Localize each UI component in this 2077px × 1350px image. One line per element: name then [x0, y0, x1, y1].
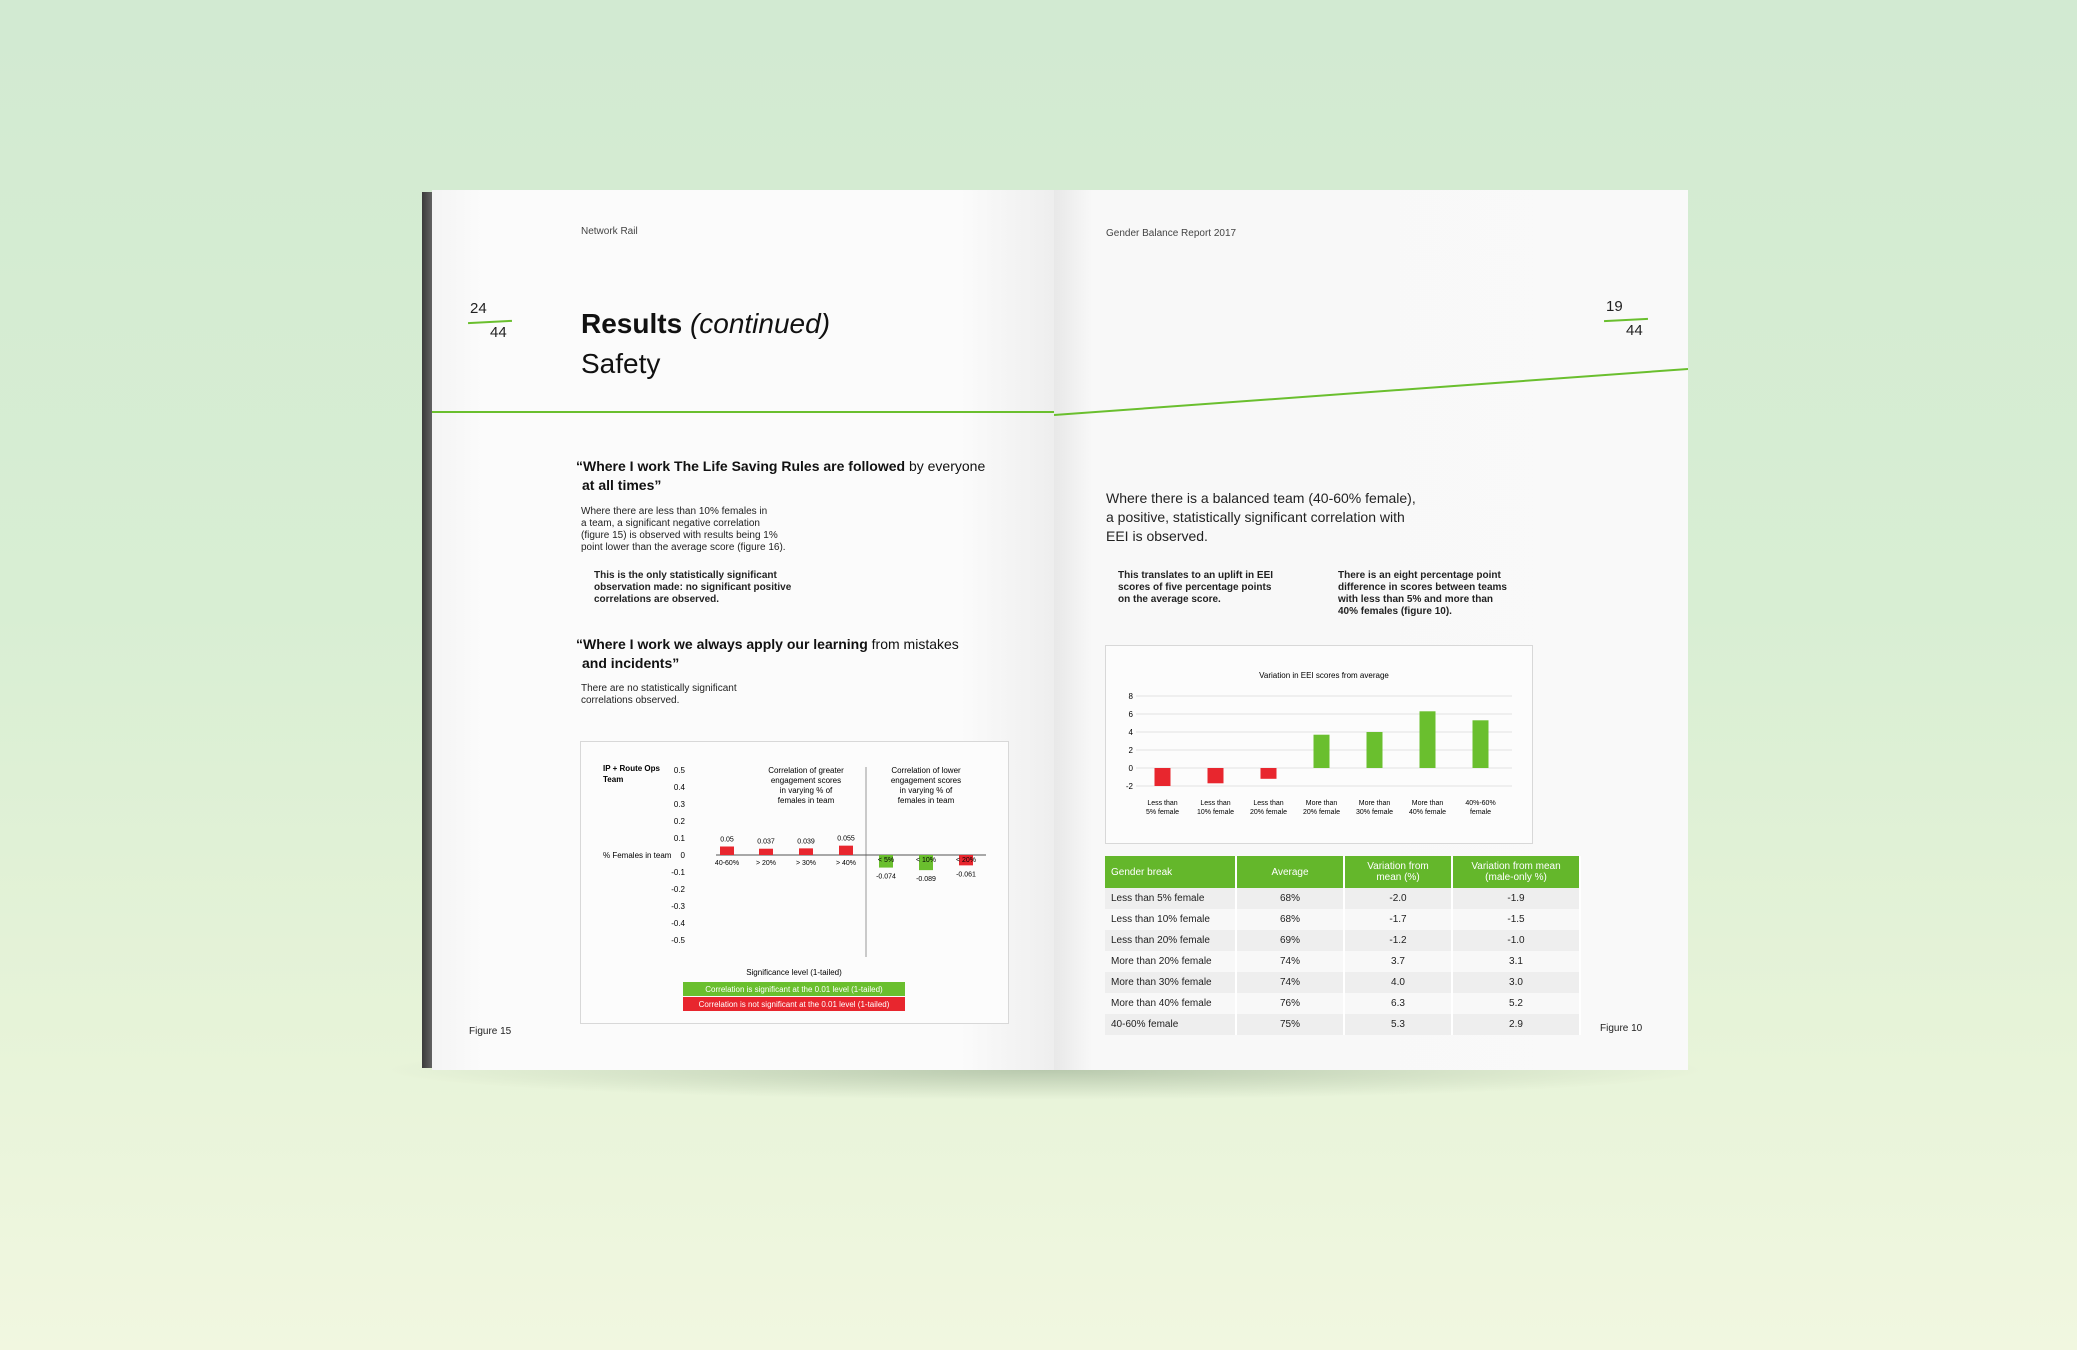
table-cell: 3.1 [1452, 951, 1580, 972]
y-tick-label: -0.5 [671, 936, 685, 945]
col1-line: This translates to an uplift in EEI [1118, 570, 1274, 581]
page-title [581, 308, 830, 340]
table-cell: -1.7 [1344, 909, 1452, 930]
table-cell: 2.9 [1452, 1014, 1580, 1035]
table-cell: 3.7 [1344, 951, 1452, 972]
correlation-chart [581, 742, 1008, 1023]
table-header-cell: Gender break [1105, 856, 1236, 888]
eei-bar [1208, 768, 1224, 783]
category-label: More than [1358, 800, 1391, 807]
para2-line: observation made: no significant positive [594, 582, 792, 593]
category-label: > 40% [835, 860, 857, 867]
page-number-right: 19 [1606, 298, 1623, 315]
lead-line: EEI is observed. [1106, 528, 1208, 544]
bar-value-label: 0.039 [797, 838, 815, 846]
paragraph-3 [581, 683, 737, 707]
quote2-rest: from mistakes [867, 636, 959, 652]
section-label-positive: engagement scores [770, 776, 842, 785]
table-cell: 69% [1236, 930, 1344, 951]
eei-bar [1367, 732, 1383, 768]
eei-chart-box [1105, 645, 1533, 844]
quote1-bold: “Where I work The Life Saving Rules are followed [576, 458, 906, 474]
category-label: More than [1411, 800, 1444, 807]
correlation-bar [720, 847, 734, 856]
bar-value-label: -0.089 [916, 876, 936, 884]
category-label: 20% female [1250, 809, 1287, 816]
table-cell: 68% [1236, 888, 1344, 909]
eei-bar [1473, 720, 1489, 768]
category-label: 40%-60% [1465, 800, 1496, 807]
table-cell: -1.9 [1452, 888, 1580, 909]
category-label: Less than [1200, 800, 1231, 807]
table-cell: 6.3 [1344, 993, 1452, 1014]
section-rule-left [432, 411, 1054, 413]
table-cell: 5.2 [1452, 993, 1580, 1014]
gender-break-table [1105, 856, 1581, 1035]
y-tick-label: -0.2 [671, 885, 685, 894]
y-tick-label: 0.3 [673, 800, 685, 809]
table-cell: 74% [1236, 951, 1344, 972]
running-head-right: Gender Balance Report 2017 [1106, 228, 1237, 239]
table-cell: 3.0 [1452, 972, 1580, 993]
category-label: 30% female [1356, 809, 1393, 816]
eei-variation-chart [1106, 646, 1532, 843]
table-cell: Less than 5% female [1105, 888, 1236, 909]
y-tick-label: -2 [1125, 782, 1133, 791]
bar-value-label: -0.074 [876, 873, 896, 881]
y-tick-label: 8 [1128, 692, 1133, 701]
category-label: > 30% [795, 860, 817, 867]
eei-bar [1314, 735, 1330, 768]
category-axis-label: % Females in team [603, 851, 672, 860]
quote1-line2: at all times” [582, 477, 662, 493]
legend-title: Significance level (1-tailed) [746, 968, 842, 977]
table-header-cell: Variation from mean (male-only %) [1452, 856, 1580, 888]
gender-break-table-wrap [1105, 856, 1581, 1035]
table-cell: Less than 10% female [1105, 909, 1236, 930]
column-2-text [1338, 570, 1507, 618]
quote2-bold: “Where I work we always apply our learning [576, 636, 868, 652]
table-cell: Less than 20% female [1105, 930, 1236, 951]
row-label: IP + Route Ops [603, 764, 660, 773]
col2-line: There is an eight percentage point [1338, 570, 1501, 581]
category-label: 40-60% [714, 860, 740, 867]
table-cell: 75% [1236, 1014, 1344, 1035]
table-row [1105, 951, 1580, 972]
paragraph-1 [581, 506, 786, 554]
page-total-left: 44 [490, 324, 507, 341]
y-tick-label: 0.2 [673, 817, 685, 826]
table-header-cell: Variation from mean (%) [1344, 856, 1452, 888]
lead-line: Where there is a balanced team (40-60% female), [1106, 490, 1416, 506]
col2-line: difference in scores between teams [1338, 582, 1507, 593]
figure-label-left: Figure 15 [469, 1026, 512, 1037]
section-label-positive: Correlation of greater [768, 766, 844, 775]
para2-line: This is the only statistically significant [594, 570, 777, 581]
page-subtitle: Safety [581, 348, 661, 379]
bar-value-label: 0.055 [837, 835, 855, 843]
section-label-positive: females in team [777, 796, 835, 805]
lead-line: a positive, statistically significant correlation with [1106, 509, 1405, 525]
running-head-left: Network Rail [581, 226, 638, 237]
section-label-positive: in varying % of [779, 786, 833, 795]
table-cell: More than 30% female [1105, 972, 1236, 993]
title-italic: (continued) [689, 308, 831, 339]
y-tick-label: 6 [1128, 710, 1133, 719]
bar-value-label: 0.037 [757, 838, 775, 846]
y-tick-label: 0 [1128, 764, 1133, 773]
table-row [1105, 972, 1580, 993]
col2-line: with less than 5% and more than [1338, 594, 1494, 605]
category-label: < 20% [955, 857, 977, 864]
left-page [432, 190, 1054, 1070]
col2-line: 40% females (figure 10). [1338, 606, 1452, 617]
table-row [1105, 909, 1580, 930]
category-label: 10% female [1197, 809, 1234, 816]
table-cell: 76% [1236, 993, 1344, 1014]
category-label: Less than [1147, 800, 1178, 807]
y-tick-label: 0.4 [673, 783, 685, 792]
table-row [1105, 1014, 1580, 1035]
y-tick-label: 4 [1128, 728, 1133, 737]
category-label: > 20% [755, 860, 777, 867]
paragraph-2 [594, 570, 791, 606]
legend-not-significant-label: Correlation is not significant at the 0.01 level (1-tailed) [698, 1000, 890, 1009]
right-page [1054, 190, 1688, 1070]
figure-label-right: Figure 10 [1600, 1023, 1643, 1034]
table-cell: 4.0 [1344, 972, 1452, 993]
eei-bar [1155, 768, 1171, 786]
correlation-chart-box [580, 741, 1009, 1024]
para3-line: There are no statistically significant [581, 683, 737, 694]
section-label-negative: Correlation of lower [891, 766, 961, 775]
table-header-cell: Average [1236, 856, 1344, 888]
chart-title: Variation in EEI scores from average [1259, 671, 1389, 680]
para1-line: (figure 15) is observed with results being 1% [581, 530, 778, 541]
para3-line: correlations observed. [581, 695, 680, 706]
table-cell: 68% [1236, 909, 1344, 930]
y-tick-label: 0.5 [673, 766, 685, 775]
category-label: More than [1305, 800, 1338, 807]
category-label: 20% female [1303, 809, 1340, 816]
page-number-left: 24 [470, 300, 487, 317]
quote2-line2: and incidents” [582, 655, 680, 671]
column-1-text [1118, 570, 1273, 606]
y-tick-label: 0 [680, 851, 685, 860]
quote-life-saving-rules [576, 457, 1016, 495]
table-cell: 5.3 [1344, 1014, 1452, 1035]
category-label: Less than [1253, 800, 1284, 807]
page-total-right: 44 [1626, 322, 1643, 339]
correlation-bar [759, 849, 773, 855]
para1-line: a team, a significant negative correlation [581, 518, 760, 529]
eei-bar [1420, 711, 1436, 768]
row-label: Team [603, 775, 624, 784]
eei-bar [1261, 768, 1277, 779]
section-label-negative: in varying % of [899, 786, 953, 795]
lead-paragraph [1106, 489, 1416, 546]
category-label: < 5% [877, 857, 895, 864]
title-main: Results [581, 308, 683, 339]
quote1-rest: by everyone [905, 458, 986, 474]
table-cell: 40-60% female [1105, 1014, 1236, 1035]
section-rule-right [1054, 190, 1688, 450]
section-label-negative: females in team [897, 796, 955, 805]
table-cell: -1.5 [1452, 909, 1580, 930]
y-tick-label: -0.1 [671, 868, 685, 877]
para2-line: correlations are observed. [594, 594, 720, 605]
table-cell: 74% [1236, 972, 1344, 993]
correlation-bar [839, 846, 853, 855]
y-tick-label: 0.1 [673, 834, 685, 843]
category-label: female [1469, 809, 1492, 816]
y-tick-label: 2 [1128, 746, 1133, 755]
table-cell: -1.0 [1452, 930, 1580, 951]
category-label: < 10% [915, 857, 937, 864]
col1-line: on the average score. [1118, 594, 1221, 605]
bar-value-label: 0.05 [720, 836, 734, 844]
table-row [1105, 888, 1580, 909]
category-label: 40% female [1409, 809, 1446, 816]
legend-significant-label: Correlation is significant at the 0.01 level (1-tailed) [705, 985, 883, 994]
col1-line: scores of five percentage points [1118, 582, 1272, 593]
y-tick-label: -0.4 [671, 919, 685, 928]
section-label-negative: engagement scores [890, 776, 962, 785]
table-cell: More than 20% female [1105, 951, 1236, 972]
para1-line: Where there are less than 10% females in [581, 506, 768, 517]
table-row [1105, 930, 1580, 951]
table-cell: -2.0 [1344, 888, 1452, 909]
table-row [1105, 993, 1580, 1014]
table-cell: More than 40% female [1105, 993, 1236, 1014]
y-tick-label: -0.3 [671, 902, 685, 911]
para1-line: point lower than the average score (figure 16). [581, 542, 786, 553]
correlation-bar [799, 848, 813, 855]
category-label: 5% female [1145, 809, 1180, 816]
bar-value-label: -0.061 [956, 871, 976, 879]
table-cell: -1.2 [1344, 930, 1452, 951]
quote-learning-from-mistakes [576, 635, 1016, 673]
